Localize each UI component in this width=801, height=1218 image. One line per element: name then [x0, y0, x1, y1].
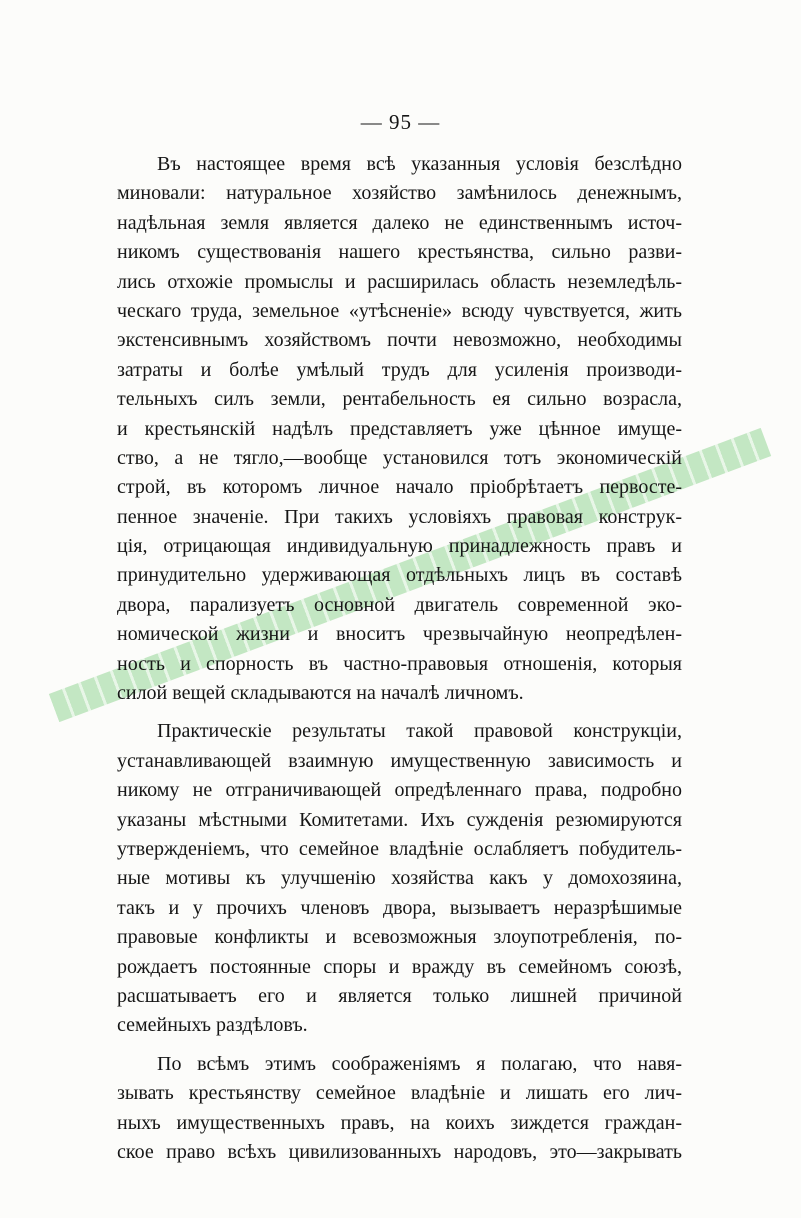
- text-line: никому не отграничивающей опредѣленнаго права, подробно: [117, 779, 682, 802]
- text-line: лись отхожіе промыслы и расширилась область неземледѣль-: [117, 270, 682, 293]
- text-line: ское право всѣхъ цивилизованныхъ народовъ, это—закрывать: [117, 1140, 682, 1163]
- text-line: ческаго труда, земельное «утѣсненіе» всюду чувствуется, жить: [117, 299, 682, 322]
- text-line: двора, парализуетъ основной двигатель современной эко-: [117, 593, 682, 616]
- paragraph-gap: [117, 1041, 682, 1050]
- text-line: затраты и болѣе умѣлый трудъ для усиленія производи-: [117, 358, 682, 381]
- text-line: Практическіе результаты такой правовой конструкціи,: [157, 720, 682, 743]
- text-line: ныхъ имущественныхъ правъ, на коихъ зиждется граждан-: [117, 1111, 682, 1134]
- text-line: строй, въ которомъ личное начало пріобрѣтаетъ первосте-: [117, 476, 682, 499]
- paragraph: [117, 717, 682, 1040]
- text-line: устанавливающей взаимную имущественную зависимость и: [117, 749, 682, 772]
- text-line: зывать крестьянству семейное владѣніе и лишать его лич-: [117, 1082, 682, 1105]
- paragraph: [117, 1050, 682, 1168]
- text-line: надѣльная земля является далеко не единственнымъ источ-: [117, 211, 682, 234]
- text-line: экстенсивнымъ хозяйствомъ почти невозможно, необходимы: [117, 329, 682, 352]
- text-line: ные мотивы къ улучшенію хозяйства какъ у домохозяина,: [117, 867, 682, 890]
- text-line: такъ и у прочихъ членовъ двора, вызываетъ неразрѣшимые: [117, 896, 682, 919]
- text-line: силой вещей складываются на началѣ личномъ.: [117, 682, 524, 705]
- text-line: правовые конфликты и всевозможныя злоупотребленія, по-: [117, 926, 682, 949]
- text-line: Въ настоящее время всѣ указанныя условія безслѣдно: [157, 153, 682, 175]
- paragraph: [117, 150, 682, 708]
- text-line: и крестьянскій надѣлъ представляетъ уже цѣнное имуще-: [117, 417, 682, 440]
- text-line: указаны мѣстными Комитетами. Ихъ сужденія резюмируются: [117, 808, 682, 831]
- text-line: никомъ существованія нашего крестьянства, сильно разви-: [117, 241, 682, 264]
- body-text: [117, 150, 682, 1167]
- text-line: расшатываетъ его и является только лишней причиной: [117, 984, 682, 1007]
- text-line: семейныхъ раздѣловъ.: [117, 1014, 308, 1037]
- text-line: номической жизни и вноситъ чрезвычайную неопредѣлен-: [117, 623, 682, 646]
- text-line: утвержденіемъ, что семейное владѣніе ослабляетъ побудитель-: [117, 837, 682, 860]
- text-line: По всѣмъ этимъ соображеніямъ я полагаю, что навя-: [157, 1052, 682, 1075]
- text-line: миновали: натуральное хозяйство замѣнилось денежнымъ,: [117, 182, 682, 205]
- paragraph-gap: [117, 708, 682, 717]
- text-line: тельныхъ силъ земли, рентабельность ея сильно возрасла,: [117, 388, 682, 411]
- text-line: ція, отрицающая индивидуальную принадлежность правъ и: [117, 535, 682, 558]
- text-line: пенное значеніе. При такихъ условіяхъ правовая конструк-: [117, 505, 682, 528]
- text-line: ство, а не тягло,—вообще установился тотъ экономическій: [117, 446, 682, 469]
- page-number: — 95 —: [360, 110, 441, 134]
- text-line: ность и спорность въ частно-правовыя отношенія, которыя: [117, 652, 682, 675]
- text-line: рождаетъ постоянные споры и вражду въ семейномъ союзѣ,: [117, 955, 682, 978]
- text-line: принудительно удерживающая отдѣльныхъ лицъ въ составѣ: [117, 564, 682, 587]
